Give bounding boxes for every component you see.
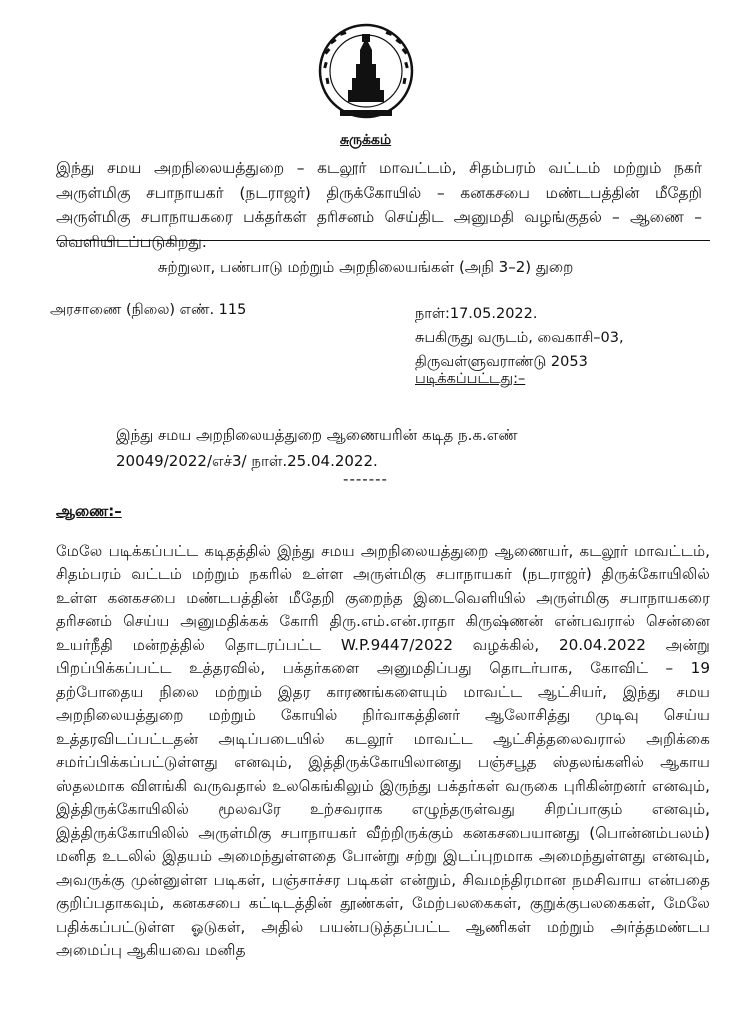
- government-order-number: அரசாணை (நிலை) எண். 115: [50, 302, 247, 318]
- summary-divider: [56, 240, 710, 241]
- reference-number-line: 20049/2022/எச்3/ நாள்.25.04.2022.: [116, 452, 378, 470]
- thiruvalluvar-year-line: திருவள்ளுவராண்டு 2053: [415, 354, 588, 370]
- reference-line: இந்து சமய அறநிலையத்துறை ஆணையரின் கடித ந.க.எண்: [116, 426, 518, 444]
- summary-body: இந்து சமய அறநிலையத்துறை – கடலூர் மாவட்டம், சிதம்பரம் வட்டம் மற்றும் நகர் அருள்மிகு சபாநாயகர் (நடராஜர்) திருக்கோயில் – கனகசபை மண்டபத்தின் மீதேறி அருள்மிகு சபாநாயகரை பக்தர்கள் தரிசனம் செய்திட அனுமதி வழங்குதல் – ஆணை – வெளியிடப்படுகிறது.: [56, 159, 702, 251]
- order-body: [56, 516, 710, 963]
- date-line: நாள்:17.05.2022.: [415, 306, 538, 322]
- order-text: மேலே படிக்கப்பட்ட கடிதத்தில் இந்து சமய அறநிலையத்துறை ஆணையர், கடலூர் மாவட்டம், சிதம்பரம் வட்டம் மற்றும் நகரில் உள்ள அருள்மிகு சபாநாயகர் (நடராஜர்) திருக்கோயிலில் உள்ள கனகசபை மண்டபத்தின் மீதேறி குறைந்த இடைவெளியில் அருள்மிகு சபாநாயகரை தரிசனம் செய்ய அனுமதிக்கக் கோரி திரு.எம்.என்.ராதா கிருஷ்ணன் என்பவரால் சென்னை உயர்நீதி மன்றத்தில் தொடரப்பட்ட W.P.9447/2022 வழக்கில், 20.04.2022 அன்று பிறப்பிக்கப்பட்ட உத்தரவில், பக்தர்களை அனுமதிப்பது தொடர்பாக, கோவிட் – 19 தற்போதைய நிலை மற்றும் இதர காரணங்களையும் மாவட்ட ஆட்சியர், இந்து சமய அறநிலையத்துறை மற்றும் கோயில் நிர்வாகத்தினர் ஆலோசித்து முடிவு செய்ய உத்தரவிடப்பட்டதன் அடிப்படையில் கடலூர் மாவட்ட ஆட்சித்தலைவரால் அறிக்கை சமர்ப்பிக்கப்பட்டுள்ளது எனவும், இத்திருக்கோயிலானது பஞ்சபூத ஸ்தலங்களில் ஆகாய ஸ்தலமாக விளங்கி வருவதால் உலகெங்கிலும் இருந்து பக்தர்கள் வருகை புரிகின்றனர் எனவும், இத்திருக்கோயிலில் மூலவரே உற்சவராக எழுந்தருள்வது சிறப்பாகும் எனவும், இத்திருக்கோயிலில் அருள்மிகு சபாநாயகர் வீற்றிருக்கும் கனகசபையானது (பொன்னம்பலம்) மனித உடலில் இதயம் அமைந்துள்ளதை போன்று சற்று இடப்புறமாக அமைந்துள்ளது எனவும், அவருக்கு முன்னுள்ள படிகள், பஞ்சாச்சர படிகள் என்றும், சிவமந்திரமான நமசிவாய என்பதை குறிப்பதாகவும், கனகசபை கட்டிடத்தின் தூண்கள், மேற்பலகைகள், குறுக்குபலகைகள், மேலே பதிக்கப்பட்டுள்ள ஓடுகள், அதில் பயன்படுத்தப்பட்ட ஆணிகள் மற்றும் அர்த்தமண்டப அமைப்பு ஆகியவை மனித: [56, 541, 710, 959]
- read-label: படிக்கப்பட்டது:–: [415, 371, 526, 387]
- separator: -------: [343, 470, 388, 488]
- department-name: சுற்றுலா, பண்பாடு மற்றும் அறநிலையங்கள் (அநி 3–2) துறை: [157, 258, 574, 276]
- tamil-year-line: சுபகிருது வருடம், வைகாசி–03,: [415, 330, 624, 346]
- tamil-nadu-emblem: [310, 20, 422, 122]
- reference-block: [116, 422, 518, 474]
- order-label: ஆணை:–: [56, 502, 122, 520]
- summary-title: சுருக்கம்: [339, 132, 392, 148]
- date-block: [415, 302, 624, 374]
